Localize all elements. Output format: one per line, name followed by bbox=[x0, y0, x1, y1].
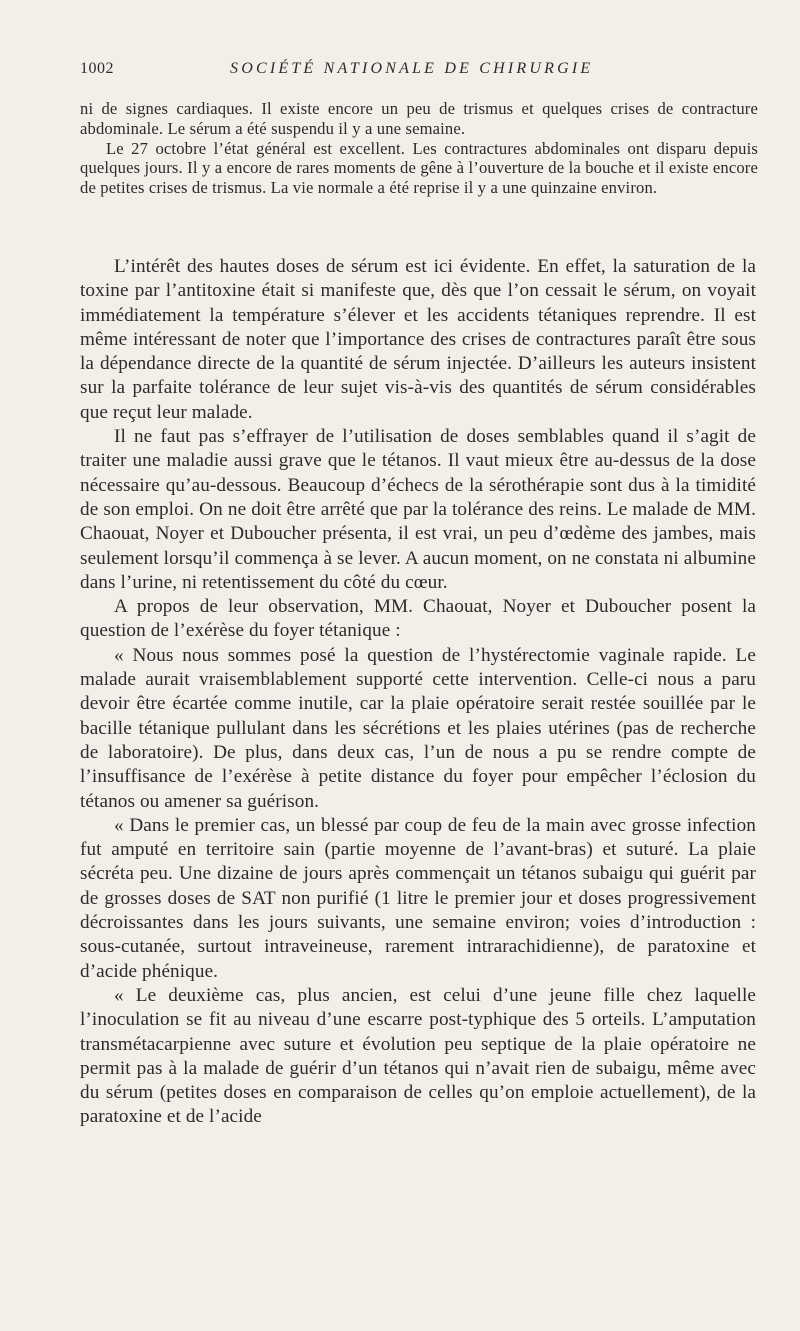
paragraph: « Dans le premier cas, un blessé par coup de feu de la main avec grosse infection fut amputé en territoire sain (partie moyenne de l’avant-bras) et suturé. La plaie sécréta peu. Une dizaine de jours après commençait un tétanos subaigu qui guérit par de grosses doses de SAT non purifié (1 litre le premier jour et doses progressivement décroissantes dans les jours suivants, une semaine environ; voies d’introduction : sous-cutanée, surtout intraveineuse, rarement intrarachidienne), de paratoxine et d’acide phénique. bbox=[80, 814, 756, 982]
running-title: SOCIÉTÉ NATIONALE DE CHIRURGIE bbox=[230, 60, 594, 77]
page-header bbox=[80, 60, 756, 84]
paragraph: « Nous nous sommes posé la question de l’hystérectomie vaginale rapide. Le malade aurait vraisemblablement supporté cette intervention. Celle-ci nous a paru devoir être écartée comme inutile, car la plaie opératoire serait restée souillée par le bacille tétanique pullulant dans les sécrétions et les plaies utérines (pas de recherche de laboratoire). De plus, dans deux cas, l’un de nous a pu se rendre compte de l’insuffisance de l’exérèse à petite distance du foyer pour empêcher l’éclosion du tétanos ou amener sa guérison. bbox=[80, 644, 756, 812]
paragraph: L’intérêt des hautes doses de sérum est ici évidente. En effet, la saturation de la toxine par l’antitoxine était si manifeste que, dès que l’on cessait le sérum, on voyait immédiatement la température s’élever et les accidents tétaniques reprendre. Il est même intéressant de noter que l’importance des crises de contractures paraît être sous la dépendance directe de la quantité de sérum injectée. D’ailleurs les auteurs insistent sur la parfaite tolérance de leur sujet vis-à-vis des quantités de sérum considérables que reçut leur malade. bbox=[80, 256, 756, 423]
page-number: 1002 bbox=[80, 60, 114, 77]
paragraph: Il ne faut pas s’effrayer de l’utilisation de doses semblables quand il s’agit de traiter une maladie aussi grave que le tétanos. Il vaut mieux être au-dessus de la dose nécessaire qu’au-dessous. Beaucoup d’échecs de la sérothérapie sont dus à la timidité de son emploi. On ne doit être arrêté que par la tolérance des reins. Le malade de MM. Chaouat, Noyer et Duboucher présenta, il est vrai, un peu d’œdème des jambes, mais seulement lorsqu’il commença à se lever. A aucun moment, on ne constata ni albumine dans l’urine, ni retentissement du côté du cœur. bbox=[80, 426, 756, 593]
small-paragraph: Le 27 octobre l’état général est excellent. Les contractures abdominales ont disparu depuis quelques jours. Il y a encore de rares moments de gêne à l’ouverture de la bouche et il existe encore de petites crises de trismus. La vie normale a été reprise il y a une quinzaine environ. bbox=[80, 138, 758, 198]
paragraph: A propos de leur observation, MM. Chaouat, Noyer et Duboucher posent la question de l’exérèse du foyer tétanique : bbox=[80, 596, 756, 642]
main-text bbox=[80, 255, 756, 1130]
small-paragraph: ni de signes cardiaques. Il existe encore un peu de trismus et quelques crises de contracture abdominale. Le sérum a été suspendu il y a une semaine. bbox=[80, 99, 758, 138]
paragraph: « Le deuxième cas, plus ancien, est celui d’une jeune fille chez laquelle l’inoculation se fit au niveau d’une escarre post-typhique des 5 orteils. L’amputation transmétacarpienne avec suture et évolution peu septique de la plaie opératoire ne permit pas à la malade de guérir d’un tétanos qui n’avait rien de subaigu, même avec du sérum (petites doses en comparaison de celles qu’on emploie actuellement), de la paratoxine et de l’acide bbox=[80, 984, 756, 1128]
case-report-excerpt bbox=[80, 99, 758, 198]
